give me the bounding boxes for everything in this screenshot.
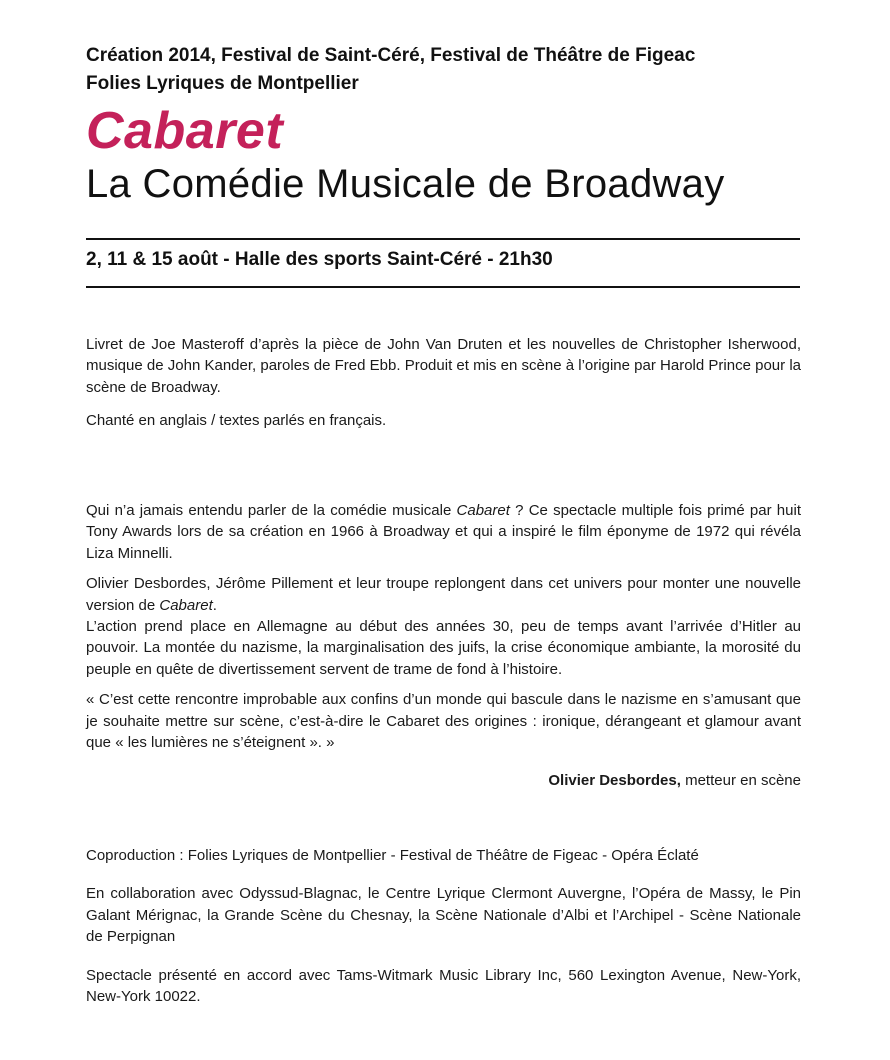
show-title-italic: Cabaret [456,502,510,519]
show-title-italic: Cabaret [159,596,213,614]
intro-section [86,334,801,432]
origin-line-2: Folies Lyriques de Montpellier [86,73,359,94]
description-section [86,500,801,792]
credits-paragraph: Livret de Joe Masteroff d’après la pièce de John Van Druten et les nouvelles de Christopher Isherwood, musique de John Kander, paroles de Fred Ebb. Produit et mis en scène à l’origine par Harold Prince pour la scène de Broadway. [86,336,801,396]
new-version-text: Olivier Desbordes, Jérôme Pillement et leur troupe replongent dans cet univers pour monter une nouvelle version de [86,575,801,614]
show-subtitle: La Comédie Musicale de Broadway [86,162,725,206]
performance-dates: 2, 11 & 15 août - Halle des sports Saint-Céré - 21h30 [86,249,553,270]
language-note: Chanté en anglais / textes parlés en français. [86,412,387,430]
history-text-start: Qui n’a jamais entendu parler de la comédie musicale [86,502,457,519]
credits-footer [86,845,801,1007]
agreement-paragraph: Spectacle présenté en accord avec Tams-Witmark Music Library Inc, 560 Lexington Avenue, New-York, New-York 10022. [86,966,801,1006]
new-version-end: . [212,596,217,614]
signature-role: metteur en scène [680,772,801,790]
origin-line-1: Création 2014, Festival de Saint-Céré, Festival de Théâtre de Figeac [86,45,696,66]
coproduction-line: Coproduction : Folies Lyriques de Montpellier - Festival de Théâtre de Figeac - Opéra Éclaté [86,847,699,864]
collaboration-paragraph: En collaboration avec Odyssud-Blagnac, le Centre Lyrique Clermont Auvergne, l’Opéra de Massy, le Pin Galant Mérignac, la Grande Scène du Chesnay, la Scène Nationale d’Albi et l’Archipel - Scène Nationale de Perpignan [86,885,801,946]
new-version-paragraph [86,573,801,616]
history-paragraph [86,500,801,564]
show-title: Cabaret [86,102,284,160]
plot-paragraph: L’action prend place en Allemagne au début des années 30, peu de temps avant l’arrivée d’Hitler au pouvoir. La montée du nazisme, la marginalisation des juifs, la crise économique ambiante, la morosité du peuple en quête de divertissement servent de trame de fond à l’histoire. [86,618,801,678]
top-divider [86,238,800,240]
bottom-divider [86,286,800,288]
director-quote: « C’est cette rencontre improbable aux confins d’un monde qui bascule dans le nazisme en s’amusant que je souhaite mettre sur scène, c’est-à-dire le Cabaret des origines : ironique, dérangeant et glamour avant que « les lumières ne s’éteignent ». » [86,691,801,752]
quote-signature [86,770,801,791]
history-text-end: ? Ce spectacle multiple fois primé par huit Tony Awards lors de sa création en 1966 à Broadway et qui a inspiré le film éponyme de 1972 qui révéla Liza Minnelli. [86,502,801,562]
signature-name: Olivier Desbordes, [548,772,681,790]
header [86,42,806,208]
